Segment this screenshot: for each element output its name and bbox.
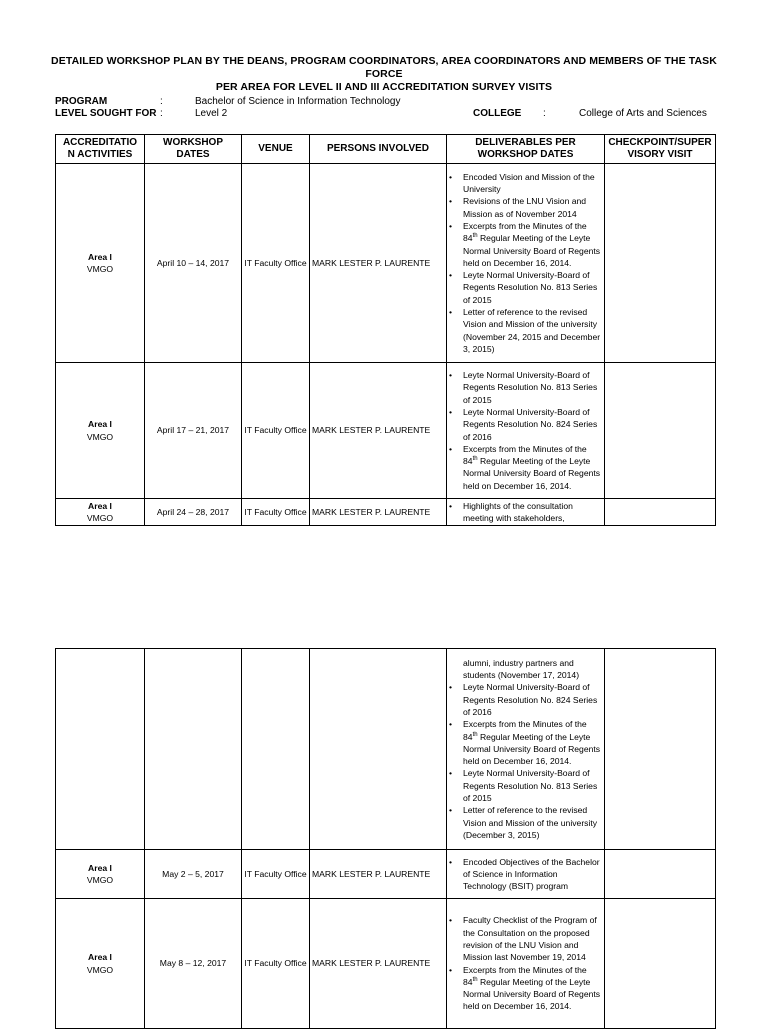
deliverables-cell — [447, 899, 605, 1029]
deliverable-item: • Leyte Normal University-Board of Regents Resolution No. 813 Series of 2015 — [463, 767, 602, 804]
area-sub-label: VMGO — [86, 964, 114, 975]
checkpoint-cell — [605, 164, 716, 363]
deliverables-list — [449, 171, 602, 355]
header-persons: PERSONS INVOLVED — [310, 135, 447, 164]
area-label: Area I — [88, 952, 112, 963]
workshop-dates-cell: May 2 – 5, 2017 — [145, 850, 242, 899]
area-label: Area I — [88, 500, 112, 511]
persons-cell: MARK LESTER P. LAURENTE — [310, 850, 447, 899]
program-value: Bachelor of Science in Information Technology — [195, 96, 401, 107]
persons-cell: MARK LESTER P. LAURENTE — [310, 164, 447, 363]
college-label: COLLEGE — [473, 108, 522, 119]
deliverable-item: • Letter of reference to the revised Vision and Mission of the university (November 24, 2015 and December 3, 2015) — [463, 306, 602, 355]
persons-cell — [310, 649, 447, 850]
activity-cell — [56, 363, 145, 499]
level-label: LEVEL SOUGHT FOR — [55, 108, 157, 119]
deliverable-item: • Excerpts from the Minutes of the 84th Regular Meeting of the Leyte Normal University Board of Regents held on December 16, 2014. — [463, 964, 602, 1013]
area-label: Area I — [88, 251, 112, 262]
workshop-dates-cell: April 10 – 14, 2017 — [145, 164, 242, 363]
deliverables-cell — [447, 164, 605, 363]
deliverable-item: • Excerpts from the Minutes of the 84th Regular Meeting of the Leyte Normal University Board of Regents held on December 16, 2014. — [463, 220, 602, 269]
document-title — [40, 55, 728, 94]
deliverable-item: • Faculty Checklist of the Program of the Consultation on the proposed revision of the LNU Vision and Mission last November 19, 2014 — [463, 914, 602, 963]
area-sub-label: VMGO — [86, 875, 114, 885]
venue-cell: IT Faculty Office — [242, 164, 310, 363]
area-sub-label: VMGO — [86, 513, 114, 523]
persons-cell: MARK LESTER P. LAURENTE — [310, 363, 447, 499]
table-row — [56, 850, 716, 899]
venue-cell: IT Faculty Office — [242, 499, 310, 526]
activity-cell — [56, 850, 145, 899]
table-row — [56, 899, 716, 1029]
table-row — [56, 649, 716, 850]
deliverables-list — [449, 657, 602, 841]
persons-cell: MARK LESTER P. LAURENTE — [310, 899, 447, 1029]
checkpoint-cell — [605, 850, 716, 899]
checkpoint-cell — [605, 363, 716, 499]
table-header-row — [56, 135, 716, 164]
header-venue: VENUE — [242, 135, 310, 164]
checkpoint-cell — [605, 499, 716, 526]
deliverable-item: • Encoded Objectives of the Bachelor of Science in Information Technology (BSIT) program — [463, 856, 602, 893]
deliverables-cell — [447, 499, 605, 526]
workshop-dates-cell — [145, 649, 242, 850]
workshop-dates-cell: April 24 – 28, 2017 — [145, 499, 242, 526]
checkpoint-cell — [605, 649, 716, 850]
table-row — [56, 164, 716, 363]
area-sub-label: VMGO — [86, 431, 114, 442]
deliverable-item: • Excerpts from the Minutes of the 84th Regular Meeting of the Leyte Normal University Board of Regents held on December 16, 2014. — [463, 718, 602, 767]
header-activities: ACCREDITATIO N ACTIVITIES — [56, 135, 145, 164]
program-colon: : — [160, 96, 163, 107]
persons-cell: MARK LESTER P. LAURENTE — [310, 499, 447, 526]
activity-cell — [56, 899, 145, 1029]
deliverable-item: • Leyte Normal University-Board of Regents Resolution No. 824 Series of 2016 — [463, 406, 602, 443]
deliverable-item: • Leyte Normal University-Board of Regents Resolution No. 813 Series of 2015 — [463, 369, 602, 406]
checkpoint-cell — [605, 899, 716, 1029]
title-line-1: DETAILED WORKSHOP PLAN BY THE DEANS, PROGRAM COORDINATORS, AREA COORDINATORS AND MEMBERS OF THE TASK FORCE — [51, 55, 717, 80]
level-colon: : — [160, 108, 163, 119]
level-value: Level 2 — [195, 108, 228, 119]
workshop-dates-cell: April 17 – 21, 2017 — [145, 363, 242, 499]
deliverables-cell — [447, 850, 605, 899]
title-line-2: PER AREA FOR LEVEL II AND III ACCREDITATION SURVEY VISITS — [215, 81, 553, 93]
deliverable-item: • Encoded Vision and Mission of the University — [463, 171, 602, 196]
table-row — [56, 363, 716, 499]
venue-cell: IT Faculty Office — [242, 850, 310, 899]
venue-cell: IT Faculty Office — [242, 363, 310, 499]
activity-cell — [56, 499, 145, 526]
deliverables-cell — [447, 649, 605, 850]
activity-cell — [56, 649, 145, 850]
college-colon: : — [543, 108, 546, 119]
area-label: Area I — [88, 862, 112, 873]
table-row — [56, 499, 716, 526]
deliverables-cell — [447, 363, 605, 499]
deliverable-item: • Leyte Normal University-Board of Regents Resolution No. 824 Series of 2016 — [463, 681, 602, 718]
header-dates: WORKSHOP DATES — [145, 135, 242, 164]
deliverable-item: • Leyte Normal University-Board of Regents Resolution No. 813 Series of 2015 — [463, 269, 602, 306]
deliverable-item: • Letter of reference to the revised Vision and Mission of the university (December 3, 2015) — [463, 804, 602, 841]
area-label: Area I — [88, 419, 112, 430]
deliverables-list — [449, 856, 602, 893]
activity-cell — [56, 164, 145, 363]
workshop-plan-table — [55, 134, 716, 526]
deliverables-list — [449, 914, 602, 1012]
workshop-dates-cell: May 8 – 12, 2017 — [145, 899, 242, 1029]
header-checkpoint: CHECKPOINT/SUPER VISORY VISIT — [605, 135, 716, 164]
deliverables-list — [449, 500, 602, 525]
workshop-plan-table-continued — [55, 648, 716, 1029]
deliverable-item: • Excerpts from the Minutes of the 84th Regular Meeting of the Leyte Normal University Board of Regents held on December 16, 2014. — [463, 443, 602, 492]
college-value: College of Arts and Sciences — [579, 108, 707, 119]
deliverables-list — [449, 369, 602, 492]
deliverable-item: • Revisions of the LNU Vision and Mission as of November 2014 — [463, 195, 602, 220]
venue-cell — [242, 649, 310, 850]
deliverable-continuation: alumni, industry partners and students (November 17, 2014) — [463, 657, 580, 681]
venue-cell: IT Faculty Office — [242, 899, 310, 1029]
deliverable-item: • Highlights of the consultation meeting with stakeholders, — [463, 500, 602, 525]
program-label: PROGRAM — [55, 96, 108, 107]
header-deliverables: DELIVERABLES PER WORKSHOP DATES — [447, 135, 605, 164]
area-sub-label: VMGO — [86, 264, 114, 274]
